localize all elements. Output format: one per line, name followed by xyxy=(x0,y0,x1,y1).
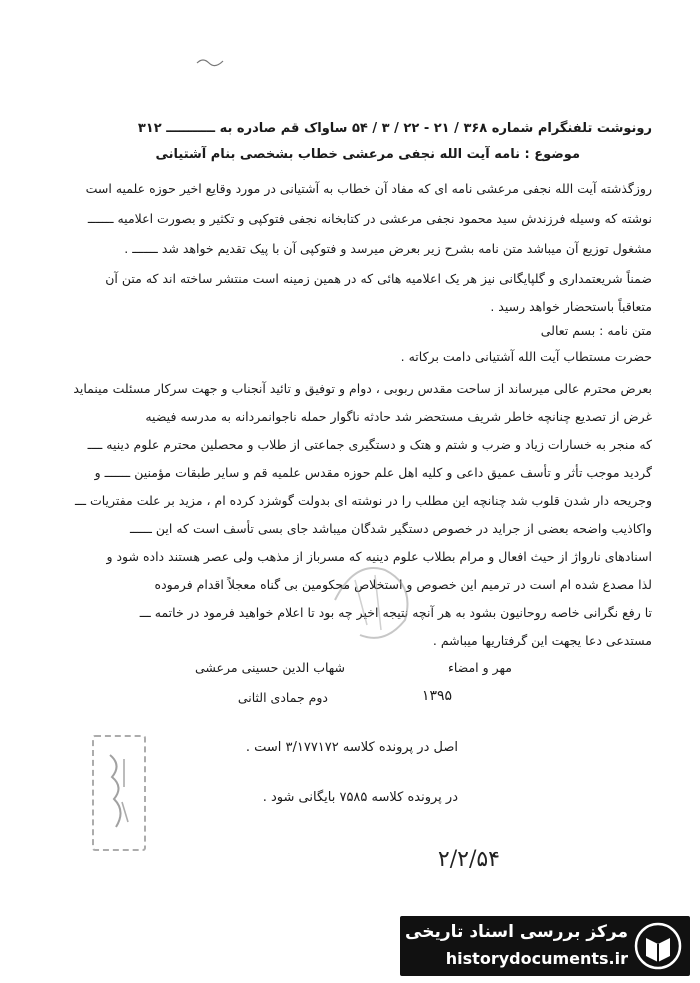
archive-note: اصل در پرونده کلاسه ۳/۱۷۷۱۷۲ است . xyxy=(245,740,458,755)
signature-name: شهاب الدین حسینی مرعشی xyxy=(194,660,345,675)
letter-line: مستدعی دعا یجهت این گرفتاریها میباشم . xyxy=(432,633,652,648)
handwritten-date-icon xyxy=(370,838,510,878)
watermark-logo xyxy=(400,916,690,976)
body-line: مشغول توزیع آن میباشد متن نامه بشرح زیر بعرض میرسد و فتوکپی آن با پیک تقدیم خواهد شد ـــــــ . xyxy=(124,241,652,256)
subject-line: موضوع : نامه آیت الله نجفی مرعشی خطاب بشخصی بنام آشتیانی xyxy=(155,147,580,162)
letter-line: لذا مصدع شده ام است در ترمیم این خصوص و استخلاص محکومین بی گناه معجلاً اقدام فرموده xyxy=(154,577,652,592)
letter-line: که منجر به خسارات زیاد و ضرب و شتم و هتک و دستگیری جماعتی از طلاب و محصلین محترم علوم دینیه ــــ xyxy=(87,437,652,452)
signature-seal-label: مهر و امضاء xyxy=(447,660,512,675)
stamp-scribble-icon xyxy=(102,747,134,837)
letter-heading: متن نامه : بسم تعالی xyxy=(540,323,652,338)
letter-line: وجریحه دار شدن قلوب شد چنانچه این مطلب را در نوشته ای بدولت گوشزد کرده ام ، مزید بر علت مفتریات ـــ xyxy=(75,493,652,508)
book-logo-icon xyxy=(634,922,682,970)
handwritten-date: ۲/۲/۵۴ xyxy=(437,847,500,872)
body-line: نوشته که وسیله فرزندش سید محمود نجفی مرعشی در کتابخانه نجفی فتوکپی و تکثیر و بصورت اعلامیه ـــــــ xyxy=(87,211,652,226)
watermark-url: historydocuments.ir xyxy=(445,949,628,968)
date-month: دوم جمادی الثانی xyxy=(237,690,328,705)
receipt-stamp xyxy=(92,735,146,851)
scribble-mark-icon xyxy=(195,55,225,69)
letter-line: اسنادهای نارواژ از حیث افعال و مرام بطلاب علوم دینیه که مسرباز از مذهب ولی عصر هستند داده شود و xyxy=(106,549,652,564)
watermark-title: مرکز بررسی اسناد تاریخی xyxy=(405,922,628,942)
date-year: ۱۳۹۵ xyxy=(421,688,452,704)
letter-line: غرض از تصدیع چنانچه خاطر شریف مستحضر شد حادثه ناگوار حمله ناجوانمردانه به مدرسه فیضیه xyxy=(145,409,652,424)
body-line: روزگذشته آیت الله نجفی مرعشی نامه ای که مفاد آن خطاب به آشتیانی در مورد وقایع اخیر حوزه علمیه است xyxy=(85,181,652,196)
body-line: ضمناً شریعتمداری و گلپایگانی نیز هر یک اعلامیه هائی که در همین زمینه است منتشر ساخته اند که متن آن xyxy=(105,271,652,286)
letter-line: گردید موجب تأثر و تأسف عمیق داعی و کلیه اهل علم حوزه مقدس علمیه قم و سایر طبقات مؤمنین ـــــــ و xyxy=(94,465,652,480)
letter-salutation: حضرت مستطاب آیت الله آشتیانی دامت برکاته . xyxy=(400,349,652,364)
letter-line: واکاذیب واضحه بعضی از جراید در خصوص دستگیر شدگان میباشد جای بسی تأسف است که این ــــــ xyxy=(129,521,652,536)
filing-note: در پرونده کلاسه ۷۵۸۵ بایگانی شود . xyxy=(262,790,458,805)
letter-line: تا رفع نگرانی خاصه روحانیون بشود به هر آنچه نتیجه اخیر چه بود تا اعلام خواهید فرمود در خاتمه ـــ xyxy=(139,605,652,620)
telegram-header: رونوشت تلفنگرام شماره ۳۶۸ / ۲۱ - ۲۲ / ۳ / ۵۴ ساواک قم صادره به ـــــــــــ ۳۱۲ xyxy=(137,121,652,136)
seal-stamp-icon xyxy=(315,540,435,660)
letter-line: بعرض محترم عالی میرساند از ساحت مقدس ربوبی ، دوام و توفیق و تائید آنجناب و جهت سرکار مسئلت مینماید xyxy=(73,381,652,396)
body-line: متعاقباً باستحضار خواهد رسید . xyxy=(490,299,652,314)
